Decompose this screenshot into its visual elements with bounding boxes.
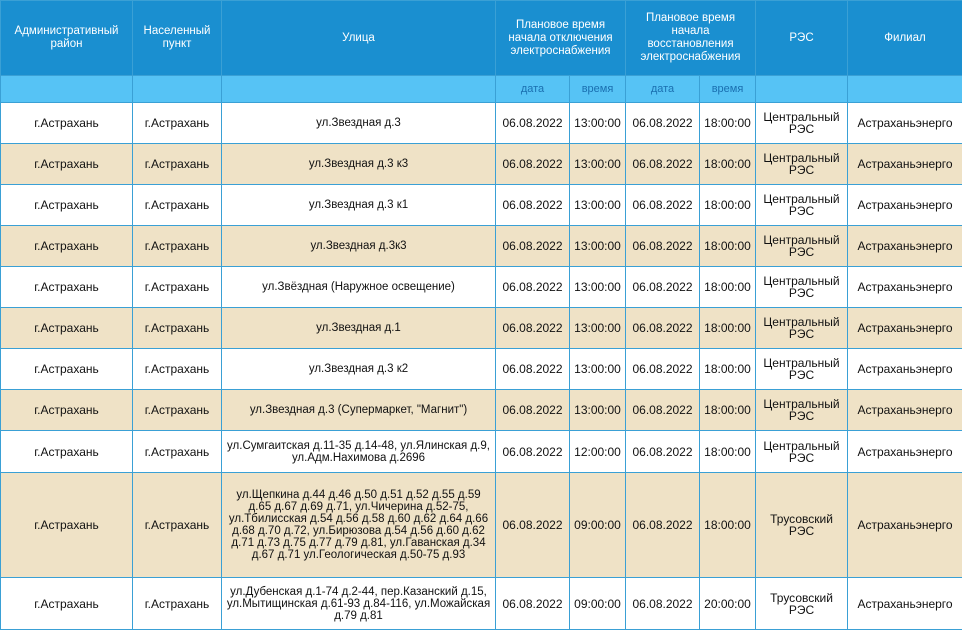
cell-district: г.Астрахань [1,473,133,578]
subheader-empty [133,76,222,103]
cell-res: Центральный РЭС [756,267,848,308]
cell-on-date: 06.08.2022 [626,308,700,349]
cell-on-date: 06.08.2022 [626,267,700,308]
cell-on-time: 18:00:00 [700,144,756,185]
cell-street: ул.Сумгаитская д.11-35 д.14-48, ул.Ялинская д.9, ул.Адм.Нахимова д.2696 [222,431,496,473]
cell-locality: г.Астрахань [133,308,222,349]
cell-district: г.Астрахань [1,267,133,308]
table-row [1,308,962,349]
table-row [1,267,962,308]
cell-res: Центральный РЭС [756,226,848,267]
cell-locality: г.Астрахань [133,226,222,267]
cell-on-date: 06.08.2022 [626,103,700,144]
cell-district: г.Астрахань [1,103,133,144]
cell-on-date: 06.08.2022 [626,144,700,185]
cell-res: Трусовский РЭС [756,578,848,630]
table-row [1,390,962,431]
table-row [1,226,962,267]
cell-off-date: 06.08.2022 [496,185,570,226]
cell-off-time: 13:00:00 [570,267,626,308]
cell-branch: Астраханьэнерго [848,308,962,349]
cell-res: Центральный РЭС [756,390,848,431]
cell-res: Трусовский РЭС [756,473,848,578]
cell-street: ул.Щепкина д.44 д.46 д.50 д.51 д.52 д.55 д.59 д.65 д.67 д.69 д.71, ул.Чичерина д.52-75, ул.Тбилисская д.54 д.56 д.58 д.60 д.62 д.64 д.66 д.68 д.70 д.72, ул.Бирюзова д.54 д.56 д.60 д.62 д.71 д.73 д.75 д.77 д.79 д.81, ул.Гаванская д.34 д.67 д.71 ул.Геологическая д.50-75 д.93 [222,473,496,578]
subheader-off-time: время [570,76,626,103]
subheader-empty [1,76,133,103]
cell-off-date: 06.08.2022 [496,226,570,267]
table-row [1,185,962,226]
header-planned-off: Плановое время начала отключения электроснабжения [496,1,626,76]
cell-district: г.Астрахань [1,349,133,390]
cell-street: ул.Звездная д.3 (Супермаркет, "Магнит") [222,390,496,431]
cell-branch: Астраханьэнерго [848,431,962,473]
cell-off-date: 06.08.2022 [496,308,570,349]
cell-branch: Астраханьэнерго [848,349,962,390]
cell-on-time: 18:00:00 [700,267,756,308]
cell-street: ул.Звездная д.3к3 [222,226,496,267]
cell-res: Центральный РЭС [756,144,848,185]
cell-off-date: 06.08.2022 [496,103,570,144]
table-row [1,431,962,473]
cell-res: Центральный РЭС [756,431,848,473]
cell-branch: Астраханьэнерго [848,390,962,431]
cell-on-time: 18:00:00 [700,390,756,431]
cell-res: Центральный РЭС [756,308,848,349]
table-row [1,578,962,630]
header-branch: Филиал [848,1,962,76]
cell-district: г.Астрахань [1,431,133,473]
header-planned-on: Плановое время начала восстановления электроснабжения [626,1,756,76]
cell-off-time: 13:00:00 [570,308,626,349]
cell-off-date: 06.08.2022 [496,144,570,185]
cell-off-time: 13:00:00 [570,185,626,226]
cell-off-time: 13:00:00 [570,144,626,185]
cell-res: Центральный РЭС [756,349,848,390]
header-street: Улица [222,1,496,76]
cell-on-time: 20:00:00 [700,578,756,630]
cell-locality: г.Астрахань [133,185,222,226]
cell-on-date: 06.08.2022 [626,431,700,473]
cell-locality: г.Астрахань [133,473,222,578]
table-row [1,103,962,144]
cell-branch: Астраханьэнерго [848,144,962,185]
subheader-empty [848,76,962,103]
cell-branch: Астраханьэнерго [848,578,962,630]
cell-street: ул.Звездная д.3 к2 [222,349,496,390]
cell-off-time: 13:00:00 [570,103,626,144]
cell-locality: г.Астрахань [133,349,222,390]
cell-district: г.Астрахань [1,390,133,431]
cell-on-date: 06.08.2022 [626,349,700,390]
cell-on-time: 18:00:00 [700,349,756,390]
header-res: РЭС [756,1,848,76]
cell-on-time: 18:00:00 [700,185,756,226]
cell-on-time: 18:00:00 [700,226,756,267]
header-district: Административный район [1,1,133,76]
cell-off-date: 06.08.2022 [496,390,570,431]
cell-res: Центральный РЭС [756,185,848,226]
cell-off-date: 06.08.2022 [496,267,570,308]
cell-on-date: 06.08.2022 [626,578,700,630]
cell-off-time: 13:00:00 [570,349,626,390]
cell-branch: Астраханьэнерго [848,473,962,578]
cell-district: г.Астрахань [1,578,133,630]
cell-off-date: 06.08.2022 [496,578,570,630]
cell-branch: Астраханьэнерго [848,226,962,267]
cell-off-time: 12:00:00 [570,431,626,473]
cell-on-date: 06.08.2022 [626,185,700,226]
cell-off-time: 09:00:00 [570,473,626,578]
cell-street: ул.Звёздная (Наружное освещение) [222,267,496,308]
header-locality: Населенный пункт [133,1,222,76]
cell-off-time: 09:00:00 [570,578,626,630]
cell-off-date: 06.08.2022 [496,349,570,390]
cell-district: г.Астрахань [1,185,133,226]
cell-locality: г.Астрахань [133,578,222,630]
subheader-empty [222,76,496,103]
cell-on-time: 18:00:00 [700,308,756,349]
cell-locality: г.Астрахань [133,390,222,431]
cell-district: г.Астрахань [1,144,133,185]
cell-on-time: 18:00:00 [700,473,756,578]
cell-street: ул.Звездная д.3 [222,103,496,144]
cell-on-date: 06.08.2022 [626,473,700,578]
cell-locality: г.Астрахань [133,267,222,308]
cell-locality: г.Астрахань [133,431,222,473]
cell-street: ул.Звездная д.3 к3 [222,144,496,185]
cell-street: ул.Дубенская д.1-74 д.2-44, пер.Казанский д.15, ул.Мытищинская д.61-93 д.84-116, ул.Можайская д.79 д.81 [222,578,496,630]
cell-locality: г.Астрахань [133,144,222,185]
table-row [1,144,962,185]
cell-branch: Астраханьэнерго [848,267,962,308]
cell-district: г.Астрахань [1,226,133,267]
cell-off-time: 13:00:00 [570,226,626,267]
cell-branch: Астраханьэнерго [848,185,962,226]
subheader-empty [756,76,848,103]
cell-on-date: 06.08.2022 [626,390,700,431]
cell-on-time: 18:00:00 [700,431,756,473]
subheader-off-date: дата [496,76,570,103]
table-row [1,349,962,390]
cell-on-date: 06.08.2022 [626,226,700,267]
cell-off-date: 06.08.2022 [496,431,570,473]
cell-street: ул.Звездная д.3 к1 [222,185,496,226]
cell-res: Центральный РЭС [756,103,848,144]
subheader-on-date: дата [626,76,700,103]
cell-off-date: 06.08.2022 [496,473,570,578]
cell-district: г.Астрахань [1,308,133,349]
cell-on-time: 18:00:00 [700,103,756,144]
subheader-on-time: время [700,76,756,103]
table-row [1,473,962,578]
cell-street: ул.Звездная д.1 [222,308,496,349]
cell-branch: Астраханьэнерго [848,103,962,144]
cell-locality: г.Астрахань [133,103,222,144]
cell-off-time: 13:00:00 [570,390,626,431]
